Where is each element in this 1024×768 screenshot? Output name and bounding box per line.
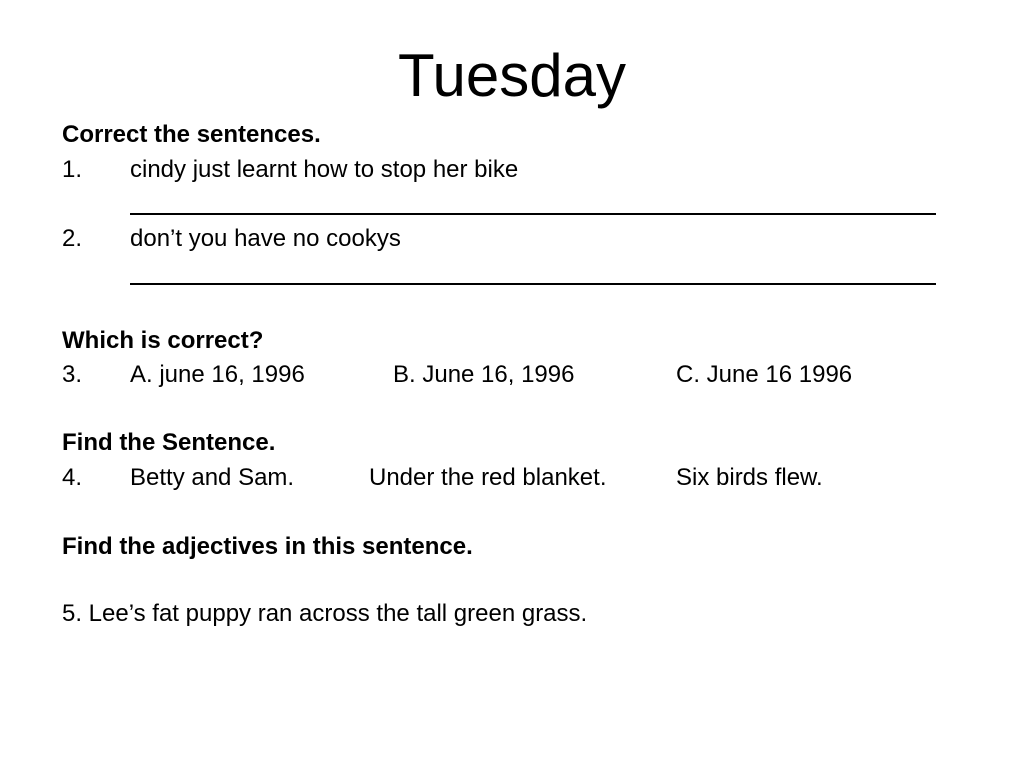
option-3b: B. June 16, 1996 — [393, 361, 575, 388]
question-text-5: 5. Lee’s fat puppy ran across the tall green grass. — [62, 600, 588, 627]
section-heading-which: Which is correct? — [62, 327, 264, 354]
option-3c: C. June 16 1996 — [676, 361, 853, 388]
answer-line-2[interactable] — [130, 283, 936, 285]
answer-line-1[interactable] — [130, 213, 936, 215]
section-heading-find-sentence: Find the Sentence. — [62, 429, 276, 456]
option-3a: A. june 16, 1996 — [130, 361, 305, 388]
option-4b: Under the red blanket. — [369, 464, 607, 491]
question-number-2: 2. — [62, 225, 83, 252]
option-4c: Six birds flew. — [676, 464, 823, 491]
section-heading-adjectives: Find the adjectives in this sentence. — [62, 533, 473, 560]
question-number-4: 4. — [62, 464, 83, 491]
option-4a: Betty and Sam. — [130, 464, 295, 491]
question-text-1: cindy just learnt how to stop her bike — [130, 156, 519, 183]
section-heading-correct: Correct the sentences. — [62, 121, 321, 148]
question-number-3: 3. — [62, 361, 83, 388]
slide-title: Tuesday — [398, 42, 626, 109]
question-number-1: 1. — [62, 156, 83, 183]
question-text-2: don’t you have no cookys — [130, 225, 401, 252]
